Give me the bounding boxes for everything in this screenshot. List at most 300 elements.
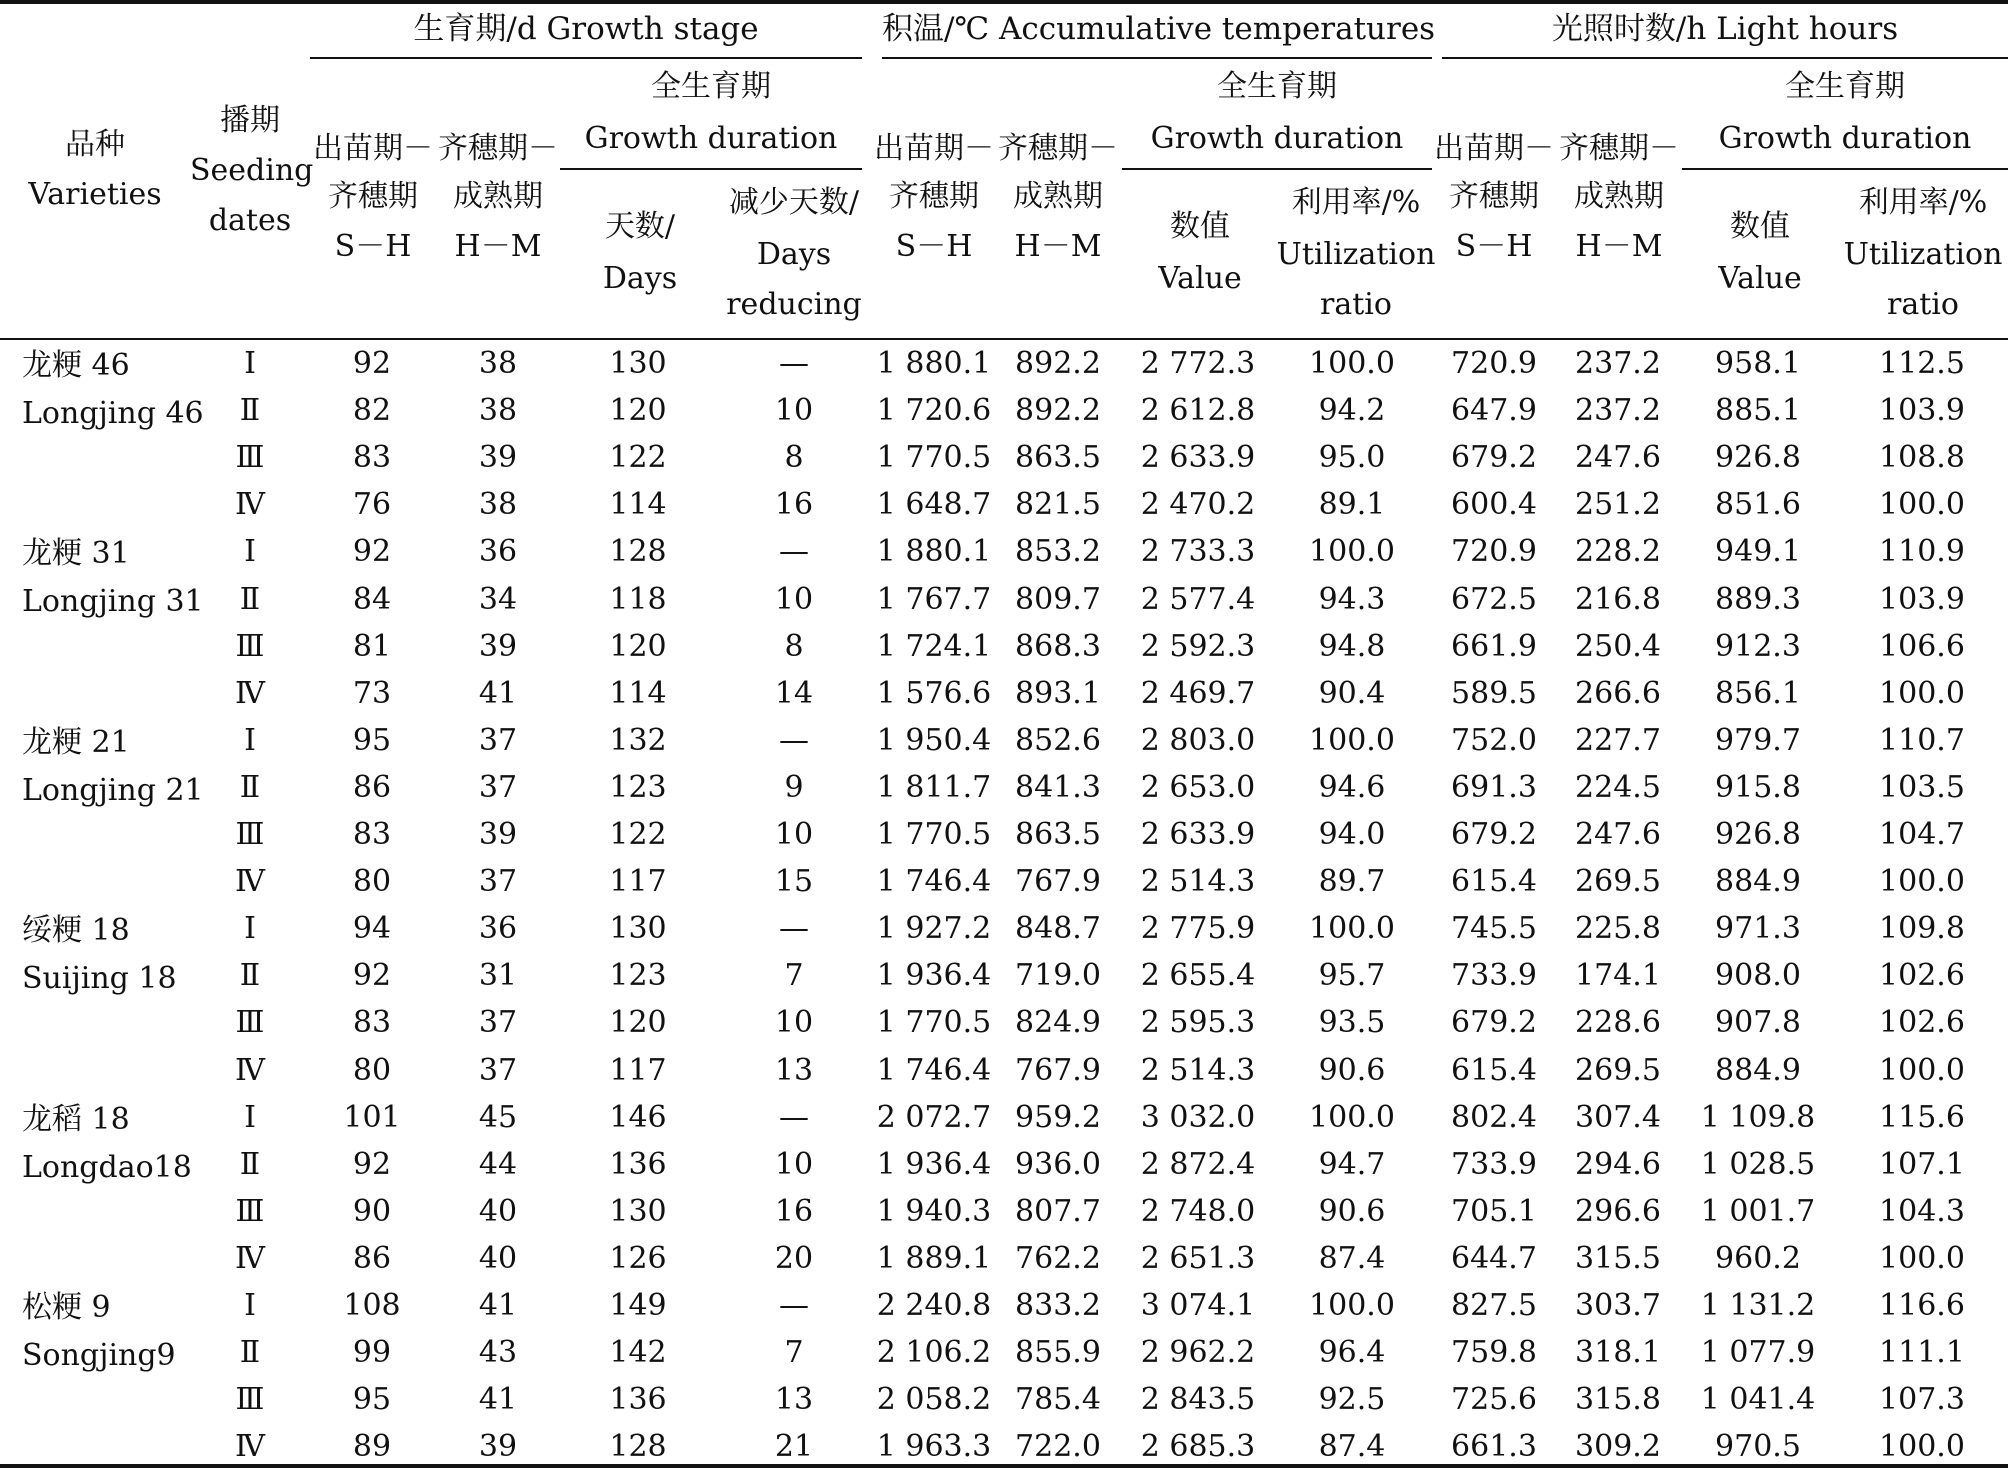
hm-days-cell: 44 xyxy=(478,1146,518,1182)
hm-days-cell: 39 xyxy=(478,817,518,852)
sh-days-cell: 92 xyxy=(352,958,392,994)
temp-utilization-cell: 89.1 xyxy=(1318,487,1386,523)
sh-light-cell: 661.3 xyxy=(1451,1429,1537,1465)
days-reducing-cell: — xyxy=(779,534,809,570)
total-temp-cell: 2 772.3 xyxy=(1140,346,1256,381)
total-light-cell: 1 001.7 xyxy=(1700,1193,1816,1229)
variety-name-zh: 绥粳 18 xyxy=(22,913,130,949)
total-light-cell: 958.1 xyxy=(1715,346,1801,381)
seeding-header-en-2: dates xyxy=(208,203,292,238)
value-header-zh-3: 数值 xyxy=(1730,209,1790,244)
hm-days-cell: 40 xyxy=(478,1240,518,1276)
temp-utilization-cell: 95.7 xyxy=(1318,958,1386,994)
total-light-cell: 970.5 xyxy=(1715,1429,1801,1465)
total-light-cell: 885.1 xyxy=(1715,393,1801,429)
total-days-cell: 136 xyxy=(609,1382,667,1418)
hm-header-en-3: H－M xyxy=(1575,229,1663,264)
hm-light-cell: 174.1 xyxy=(1575,958,1661,994)
sh-light-cell: 691.3 xyxy=(1451,769,1537,805)
sh-temp-cell: 1 811.7 xyxy=(876,769,992,805)
days-reducing-cell: 7 xyxy=(784,958,804,994)
accum-temp-header: 积温/℃ Accumulative temperatures xyxy=(882,11,1436,47)
sh-header-en-2: S－H xyxy=(895,229,973,264)
growth-duration-zh-1: 全生育期 xyxy=(651,69,771,104)
sh-light-cell: 647.9 xyxy=(1451,393,1537,429)
sh-temp-cell: 1 770.5 xyxy=(876,1005,992,1041)
hm-temp-cell: 936.0 xyxy=(1015,1146,1101,1182)
sh-days-cell: 83 xyxy=(352,817,392,852)
sh-temp-cell: 1 936.4 xyxy=(876,1146,992,1182)
variety-name-en: Longjing 21 xyxy=(22,772,204,808)
temp-utilization-cell: 94.6 xyxy=(1318,769,1386,805)
sh-days-cell: 82 xyxy=(352,393,392,429)
hm-days-cell: 39 xyxy=(478,628,518,664)
total-temp-cell: 2 514.3 xyxy=(1140,1052,1256,1088)
hm-days-cell: 38 xyxy=(478,346,518,381)
hm-light-cell: 216.8 xyxy=(1575,581,1661,617)
hm-header-zh1-1: 齐穗期－ xyxy=(438,131,558,166)
variety-name-en: Suijing 18 xyxy=(22,961,177,997)
seeding-header-zh: 播期 xyxy=(220,103,280,138)
sh-header-zh1-2: 出苗期－ xyxy=(874,131,994,166)
seeding-date-cell: Ⅳ xyxy=(235,1429,265,1465)
hm-temp-cell: 892.2 xyxy=(1015,393,1101,429)
hm-temp-cell: 767.9 xyxy=(1015,1052,1101,1088)
sh-days-cell: 95 xyxy=(352,1382,392,1418)
hm-light-cell: 269.5 xyxy=(1575,864,1661,900)
total-light-cell: 856.1 xyxy=(1715,675,1801,711)
sh-header-zh1-1: 出苗期－ xyxy=(313,131,433,166)
hm-header-en-2: H－M xyxy=(1014,229,1102,264)
hm-light-cell: 315.8 xyxy=(1575,1382,1661,1418)
total-temp-cell: 2 514.3 xyxy=(1140,864,1256,900)
temp-utilization-cell: 100.0 xyxy=(1309,722,1395,758)
sh-temp-cell: 1 963.3 xyxy=(876,1429,992,1465)
total-temp-cell: 2 685.3 xyxy=(1140,1429,1256,1465)
days-reducing-cell: — xyxy=(779,1099,809,1135)
total-days-cell: 120 xyxy=(609,393,667,429)
total-days-cell: 146 xyxy=(609,1099,667,1135)
seeding-date-cell: Ⅲ xyxy=(235,440,265,476)
light-utilization-cell: 100.0 xyxy=(1879,487,1965,523)
growth-duration-en-3: Growth duration xyxy=(1718,121,1972,156)
hm-temp-cell: 848.7 xyxy=(1015,911,1101,947)
sh-temp-cell: 1 770.5 xyxy=(876,817,992,852)
sh-days-cell: 108 xyxy=(343,1288,401,1323)
total-temp-cell: 2 962.2 xyxy=(1140,1335,1256,1371)
days-reducing-cell: 10 xyxy=(774,817,814,852)
hm-temp-cell: 809.7 xyxy=(1015,581,1101,617)
variety-name-en: Songjing9 xyxy=(22,1338,176,1373)
hm-light-cell: 237.2 xyxy=(1575,346,1661,381)
sh-temp-cell: 1 936.4 xyxy=(876,958,992,994)
hm-temp-cell: 807.7 xyxy=(1015,1193,1101,1229)
sh-temp-cell: 1 927.2 xyxy=(876,911,992,947)
sh-temp-cell: 1 746.4 xyxy=(876,864,992,900)
variety-name-en: Longjing 31 xyxy=(22,584,204,620)
total-light-cell: 915.8 xyxy=(1715,769,1801,805)
light-utilization-cell: 104.7 xyxy=(1879,817,1965,852)
seeding-date-cell: Ⅲ xyxy=(235,817,265,852)
sh-days-cell: 84 xyxy=(352,581,392,617)
hm-days-cell: 41 xyxy=(478,675,518,711)
hm-light-cell: 309.2 xyxy=(1575,1429,1661,1465)
hm-header-zh1-3: 齐穗期－ xyxy=(1559,131,1679,166)
temp-utilization-cell: 92.5 xyxy=(1318,1382,1386,1418)
seeding-date-cell: Ⅰ xyxy=(244,346,256,381)
hm-light-cell: 228.6 xyxy=(1575,1005,1661,1041)
total-days-cell: 130 xyxy=(609,1193,667,1229)
total-light-cell: 1 131.2 xyxy=(1700,1288,1816,1323)
variety-header-en: Varieties xyxy=(28,177,162,212)
growth-stage-underline xyxy=(310,57,862,59)
light-utilization-cell: 112.5 xyxy=(1879,346,1965,381)
seeding-date-cell: Ⅳ xyxy=(235,1052,265,1088)
temp-utilization-cell: 95.0 xyxy=(1318,440,1386,476)
total-days-cell: 118 xyxy=(609,581,667,617)
sh-header-zh2-2: 齐穗期 xyxy=(889,179,979,214)
hm-days-cell: 37 xyxy=(478,1005,518,1041)
value-header-en-2: Value xyxy=(1158,261,1242,296)
sh-temp-cell: 2 058.2 xyxy=(876,1382,992,1418)
sh-days-cell: 80 xyxy=(352,1052,392,1088)
hm-days-cell: 38 xyxy=(478,487,518,523)
seeding-date-cell: Ⅱ xyxy=(239,958,261,994)
sh-temp-cell: 2 106.2 xyxy=(876,1335,992,1371)
sh-days-cell: 86 xyxy=(352,769,392,805)
sh-days-cell: 92 xyxy=(352,1146,392,1182)
days-reducing-cell: 8 xyxy=(784,440,804,476)
accum-temp-underline xyxy=(882,57,1432,59)
variety-name-en: Longjing 46 xyxy=(22,396,204,431)
light-utilization-cell: 109.8 xyxy=(1879,911,1965,947)
util-header-en1-2: Utilization xyxy=(1276,237,1436,272)
hm-days-cell: 34 xyxy=(478,581,518,617)
days-reducing-cell: — xyxy=(779,346,809,381)
hm-light-cell: 228.2 xyxy=(1575,534,1661,570)
light-utilization-cell: 107.3 xyxy=(1879,1382,1965,1418)
sh-temp-cell: 1 720.6 xyxy=(876,393,992,429)
temp-utilization-cell: 94.7 xyxy=(1318,1146,1386,1182)
temp-utilization-cell: 94.8 xyxy=(1318,628,1386,664)
sh-temp-cell: 1 770.5 xyxy=(876,440,992,476)
seeding-date-cell: Ⅲ xyxy=(235,1193,265,1229)
total-days-cell: 123 xyxy=(609,958,667,994)
sh-temp-cell: 2 072.7 xyxy=(876,1099,992,1135)
hm-temp-cell: 767.9 xyxy=(1015,864,1101,900)
total-light-cell: 949.1 xyxy=(1715,534,1801,570)
hm-temp-cell: 719.0 xyxy=(1015,958,1101,994)
days-reducing-cell: 10 xyxy=(774,1005,814,1041)
seeding-date-cell: Ⅳ xyxy=(235,864,265,900)
light-utilization-cell: 100.0 xyxy=(1879,1240,1965,1276)
days-reducing-cell: — xyxy=(779,722,809,758)
total-temp-cell: 2 655.4 xyxy=(1140,958,1256,994)
sh-header-zh2-1: 齐穗期 xyxy=(328,179,418,214)
hm-light-cell: 224.5 xyxy=(1575,769,1661,805)
total-days-cell: 117 xyxy=(609,1052,667,1088)
variety-name-zh: 龙稻 18 xyxy=(22,1101,130,1137)
hm-days-cell: 41 xyxy=(478,1288,518,1323)
days-reducing-header-en1: Days xyxy=(756,237,832,272)
temp-utilization-cell: 100.0 xyxy=(1309,911,1395,947)
sh-light-cell: 752.0 xyxy=(1451,722,1537,758)
seeding-date-cell: Ⅱ xyxy=(239,581,261,617)
header-bottom-rule xyxy=(0,338,2008,340)
util-header-zh-3: 利用率/% xyxy=(1858,185,1988,220)
light-utilization-cell: 107.1 xyxy=(1879,1146,1965,1182)
total-days-cell: 128 xyxy=(609,1429,667,1465)
sh-light-cell: 720.9 xyxy=(1451,346,1537,381)
sh-light-cell: 679.2 xyxy=(1451,817,1537,852)
hm-temp-cell: 722.0 xyxy=(1015,1429,1101,1465)
temp-utilization-cell: 90.4 xyxy=(1318,675,1386,711)
total-temp-cell: 2 577.4 xyxy=(1140,581,1256,617)
days-reducing-cell: 9 xyxy=(784,769,804,805)
days-reducing-cell: 8 xyxy=(784,628,804,664)
days-reducing-cell: 16 xyxy=(774,1193,814,1229)
days-reducing-header-en2: reducing xyxy=(726,287,862,322)
light-utilization-cell: 100.0 xyxy=(1879,1052,1965,1088)
sh-light-cell: 661.9 xyxy=(1451,628,1537,664)
total-days-cell: 120 xyxy=(609,1005,667,1041)
sh-light-cell: 759.8 xyxy=(1451,1335,1537,1371)
total-temp-cell: 2 653.0 xyxy=(1140,769,1256,805)
sh-days-cell: 99 xyxy=(352,1335,392,1371)
days-reducing-cell: — xyxy=(779,1288,809,1323)
hm-temp-cell: 959.2 xyxy=(1015,1099,1101,1135)
light-utilization-cell: 104.3 xyxy=(1879,1193,1965,1229)
total-days-cell: 142 xyxy=(609,1335,667,1371)
total-light-cell: 912.3 xyxy=(1715,628,1801,664)
seeding-date-cell: Ⅰ xyxy=(244,911,256,947)
hm-days-cell: 37 xyxy=(478,864,518,900)
total-temp-cell: 2 470.2 xyxy=(1140,487,1256,523)
days-header-en: Days xyxy=(602,261,678,296)
total-days-cell: 123 xyxy=(609,769,667,805)
total-temp-cell: 2 733.3 xyxy=(1140,534,1256,570)
sh-days-cell: 80 xyxy=(352,864,392,900)
hm-temp-cell: 893.1 xyxy=(1015,675,1101,711)
total-days-cell: 136 xyxy=(609,1146,667,1182)
light-utilization-cell: 108.8 xyxy=(1879,440,1965,476)
sh-days-cell: 90 xyxy=(352,1193,392,1229)
days-reducing-cell: 20 xyxy=(774,1240,814,1276)
seeding-date-cell: Ⅳ xyxy=(235,1240,265,1276)
sh-days-cell: 92 xyxy=(352,346,392,381)
light-hours-underline xyxy=(1442,57,2008,59)
total-light-cell: 1 028.5 xyxy=(1700,1146,1816,1182)
temp-utilization-cell: 100.0 xyxy=(1309,1099,1395,1135)
light-utilization-cell: 102.6 xyxy=(1879,1005,1965,1041)
total-temp-cell: 2 775.9 xyxy=(1140,911,1256,947)
days-reducing-cell: 10 xyxy=(774,393,814,429)
total-days-cell: 122 xyxy=(609,817,667,852)
temp-utilization-cell: 100.0 xyxy=(1309,346,1395,381)
hm-temp-cell: 821.5 xyxy=(1015,487,1101,523)
total-temp-cell: 2 803.0 xyxy=(1140,722,1256,758)
top-rule xyxy=(0,0,2008,4)
sh-days-cell: 95 xyxy=(352,722,392,758)
days-reducing-header-zh: 减少天数/ xyxy=(728,185,860,220)
hm-light-cell: 269.5 xyxy=(1575,1052,1661,1088)
light-utilization-cell: 100.0 xyxy=(1879,675,1965,711)
days-reducing-cell: 14 xyxy=(774,675,814,711)
sh-light-cell: 600.4 xyxy=(1451,487,1537,523)
sh-header-en-3: S－H xyxy=(1455,229,1533,264)
sh-light-cell: 615.4 xyxy=(1451,864,1537,900)
variety-header-zh: 品种 xyxy=(65,127,125,162)
sh-days-cell: 76 xyxy=(352,487,392,523)
total-days-cell: 126 xyxy=(609,1240,667,1276)
variety-name-zh: 松粳 9 xyxy=(22,1290,111,1325)
growth-duration-underline-3 xyxy=(1682,168,2008,170)
hm-days-cell: 40 xyxy=(478,1193,518,1229)
sh-light-cell: 679.2 xyxy=(1451,440,1537,476)
sh-light-cell: 733.9 xyxy=(1451,958,1537,994)
seeding-date-cell: Ⅱ xyxy=(239,1335,261,1371)
sh-temp-cell: 1 880.1 xyxy=(876,534,992,570)
days-header-zh: 天数/ xyxy=(604,209,676,244)
hm-temp-cell: 852.6 xyxy=(1015,722,1101,758)
sh-temp-cell: 2 240.8 xyxy=(876,1288,992,1323)
hm-temp-cell: 863.5 xyxy=(1015,440,1101,476)
total-temp-cell: 2 469.7 xyxy=(1140,675,1256,711)
hm-days-cell: 43 xyxy=(478,1335,518,1371)
total-days-cell: 149 xyxy=(609,1288,667,1323)
hm-temp-cell: 855.9 xyxy=(1015,1335,1101,1371)
growth-duration-underline-1 xyxy=(560,168,862,170)
hm-light-cell: 250.4 xyxy=(1575,628,1661,664)
total-days-cell: 130 xyxy=(609,911,667,947)
days-reducing-cell: 21 xyxy=(774,1429,814,1465)
sh-light-cell: 720.9 xyxy=(1451,534,1537,570)
total-temp-cell: 2 843.5 xyxy=(1140,1382,1256,1418)
total-light-cell: 926.8 xyxy=(1715,817,1801,852)
growth-duration-zh-2: 全生育期 xyxy=(1217,69,1337,104)
growth-stage-header: 生育期/d Growth stage xyxy=(413,11,759,47)
variety-name-zh: 龙粳 46 xyxy=(22,348,130,383)
light-utilization-cell: 103.9 xyxy=(1879,581,1965,617)
light-utilization-cell: 103.5 xyxy=(1879,769,1965,805)
total-light-cell: 971.3 xyxy=(1715,911,1801,947)
sh-days-cell: 94 xyxy=(352,911,392,947)
hm-days-cell: 39 xyxy=(478,440,518,476)
total-days-cell: 132 xyxy=(609,722,667,758)
light-utilization-cell: 106.6 xyxy=(1879,628,1965,664)
sh-light-cell: 733.9 xyxy=(1451,1146,1537,1182)
sh-light-cell: 745.5 xyxy=(1451,911,1537,947)
growth-duration-en-2: Growth duration xyxy=(1150,121,1404,156)
sh-temp-cell: 1 767.7 xyxy=(876,581,992,617)
hm-header-en-1: H－M xyxy=(454,229,542,264)
light-utilization-cell: 100.0 xyxy=(1879,1429,1965,1465)
value-header-en-3: Value xyxy=(1718,261,1802,296)
total-temp-cell: 2 595.3 xyxy=(1140,1005,1256,1041)
seeding-date-cell: Ⅰ xyxy=(244,1099,256,1135)
temp-utilization-cell: 94.3 xyxy=(1318,581,1386,617)
total-temp-cell: 3 074.1 xyxy=(1140,1288,1256,1323)
hm-temp-cell: 824.9 xyxy=(1015,1005,1101,1041)
sh-light-cell: 644.7 xyxy=(1451,1240,1537,1276)
hm-header-zh1-2: 齐穗期－ xyxy=(998,131,1118,166)
growth-duration-en-1: Growth duration xyxy=(584,121,838,156)
total-light-cell: 926.8 xyxy=(1715,440,1801,476)
variety-name-zh: 龙粳 21 xyxy=(22,724,130,760)
hm-days-cell: 37 xyxy=(478,769,518,805)
sh-days-cell: 83 xyxy=(352,440,392,476)
temp-utilization-cell: 96.4 xyxy=(1318,1335,1386,1371)
temp-utilization-cell: 90.6 xyxy=(1318,1052,1386,1088)
sh-temp-cell: 1 746.4 xyxy=(876,1052,992,1088)
days-reducing-cell: 7 xyxy=(784,1335,804,1371)
growth-duration-zh-3: 全生育期 xyxy=(1785,69,1905,104)
days-reducing-cell: 15 xyxy=(774,864,814,900)
hm-days-cell: 41 xyxy=(478,1382,518,1418)
hm-temp-cell: 892.2 xyxy=(1015,346,1101,381)
hm-temp-cell: 868.3 xyxy=(1015,628,1101,664)
total-temp-cell: 3 032.0 xyxy=(1140,1099,1256,1135)
hm-temp-cell: 863.5 xyxy=(1015,817,1101,852)
hm-light-cell: 247.6 xyxy=(1575,440,1661,476)
temp-utilization-cell: 100.0 xyxy=(1309,1288,1395,1323)
seeding-date-cell: Ⅲ xyxy=(235,628,265,664)
sh-days-cell: 101 xyxy=(343,1099,401,1135)
total-days-cell: 128 xyxy=(609,534,667,570)
hm-days-cell: 37 xyxy=(478,722,518,758)
days-reducing-cell: 13 xyxy=(774,1382,814,1418)
total-light-cell: 1 041.4 xyxy=(1700,1382,1816,1418)
seeding-date-cell: Ⅳ xyxy=(235,487,265,523)
seeding-date-cell: Ⅱ xyxy=(239,1146,261,1182)
sh-light-cell: 705.1 xyxy=(1451,1193,1537,1229)
hm-light-cell: 296.6 xyxy=(1575,1193,1661,1229)
seeding-date-cell: Ⅰ xyxy=(244,1288,256,1323)
hm-light-cell: 251.2 xyxy=(1575,487,1661,523)
hm-days-cell: 36 xyxy=(478,534,518,570)
growth-duration-underline-2 xyxy=(1122,168,1432,170)
hm-light-cell: 303.7 xyxy=(1575,1288,1661,1323)
seeding-date-cell: Ⅰ xyxy=(244,722,256,758)
temp-utilization-cell: 94.0 xyxy=(1318,817,1386,852)
light-utilization-cell: 102.6 xyxy=(1879,958,1965,994)
sh-days-cell: 73 xyxy=(352,675,392,711)
total-light-cell: 884.9 xyxy=(1715,1052,1801,1088)
hm-light-cell: 294.6 xyxy=(1575,1146,1661,1182)
total-temp-cell: 2 592.3 xyxy=(1140,628,1256,664)
light-utilization-cell: 110.9 xyxy=(1879,534,1965,570)
sh-light-cell: 615.4 xyxy=(1451,1052,1537,1088)
light-utilization-cell: 103.9 xyxy=(1879,393,1965,429)
total-temp-cell: 2 748.0 xyxy=(1140,1193,1256,1229)
sh-light-cell: 589.5 xyxy=(1451,675,1537,711)
hm-days-cell: 37 xyxy=(478,1052,518,1088)
variety-name-en: Longdao18 xyxy=(22,1149,192,1185)
sh-light-cell: 679.2 xyxy=(1451,1005,1537,1041)
sh-temp-cell: 1 889.1 xyxy=(876,1240,992,1276)
total-light-cell: 907.8 xyxy=(1715,1005,1801,1041)
hm-temp-cell: 785.4 xyxy=(1015,1382,1101,1418)
sh-header-zh2-3: 齐穗期 xyxy=(1449,179,1539,214)
temp-utilization-cell: 90.6 xyxy=(1318,1193,1386,1229)
total-days-cell: 120 xyxy=(609,628,667,664)
total-days-cell: 130 xyxy=(609,346,667,381)
total-days-cell: 122 xyxy=(609,440,667,476)
light-utilization-cell: 111.1 xyxy=(1879,1335,1965,1371)
sh-light-cell: 672.5 xyxy=(1451,581,1537,617)
temp-utilization-cell: 87.4 xyxy=(1318,1240,1386,1276)
hm-days-cell: 36 xyxy=(478,911,518,947)
